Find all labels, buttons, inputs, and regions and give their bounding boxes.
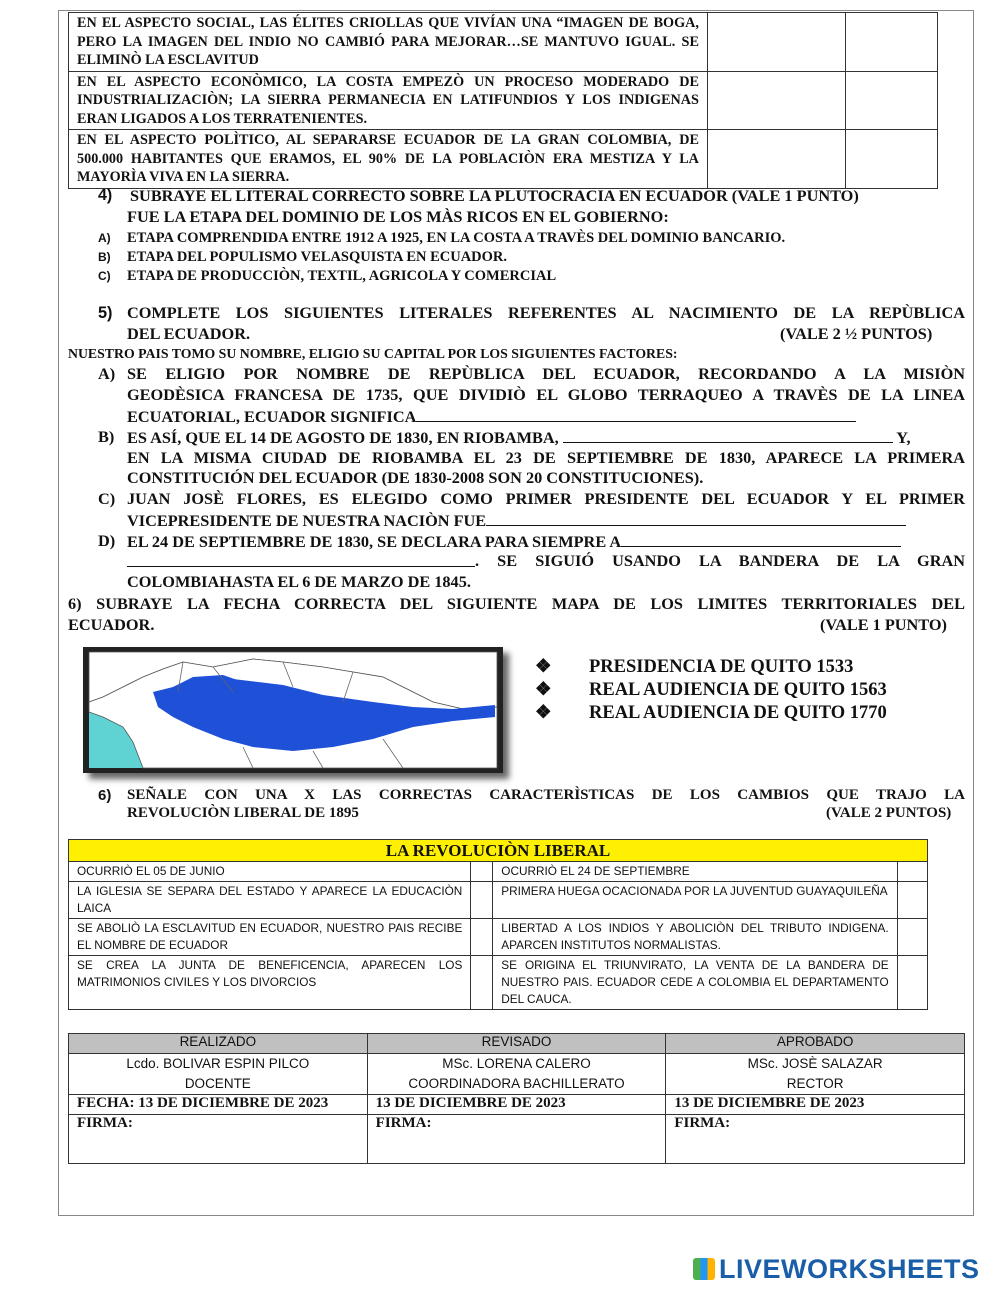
q5-line1: COMPLETE LOS SIGUIENTES LITERALES REFERENTES AL NACIMIENTO DE LA REPÙBLICA	[127, 303, 965, 322]
q5-points: (VALE 2 ½ PUNTOS)	[780, 324, 933, 343]
sig-person	[69, 1054, 368, 1095]
sig-header: REALIZADO	[69, 1034, 368, 1054]
table-cell: PRIMERA HUEGA OCACIONADA POR LA JUVENTUD GUAYAQUILEÑA	[493, 882, 897, 919]
answer-cell[interactable]	[846, 71, 938, 130]
q6b-points: (VALE 2 PUNTOS)	[826, 805, 952, 821]
sig-firma: FIRMA:	[666, 1115, 965, 1164]
statement-cell: EN EL ASPECTO ECONÒMICO, LA COSTA EMPEZÒ UN PROCESO MODERADO DE INDUSTRIALIZACIÒN; LA SIERRA PERMANECIA EN LATIFUNDIOS Y LOS INDIGENAS ERAN LIGADOS A LOS TERRATENIENTES.	[69, 71, 708, 130]
q4-line2: FUE LA ETAPA DEL DOMINIO DE LOS MÀS RICOS EN EL GOBIERNO:	[127, 207, 669, 226]
answer-blank-a[interactable]	[416, 406, 856, 422]
table-row	[69, 862, 928, 882]
check-cell[interactable]	[897, 862, 927, 882]
option-letter: C)	[98, 269, 111, 283]
q6a-line1: 6) SUBRAYE LA FECHA CORRECTA DEL SIGUIENTE MAPA DE LOS LIMITES TERRITORIALES DEL	[68, 594, 965, 613]
q6b-number	[98, 786, 111, 806]
table-row	[69, 956, 928, 1010]
revolucion-title: LA REVOLUCIÒN LIBERAL	[69, 840, 928, 862]
table-cell: LIBERTAD A LOS INDIOS Y ABOLICIÒN DEL TRIBUTO INDIGENA. APARCEN INSTITUTOS NORMALISTAS.	[493, 919, 897, 956]
sig-role: DOCENTE	[184, 1076, 251, 1091]
sig-date: 13 DE DICIEMBRE DE 2023	[367, 1095, 666, 1115]
q5-a-line1: SE ELIGIO POR NOMBRE DE REPÙBLICA DEL ECUADOR, RECORDANDO A LA MISIÒN	[127, 364, 965, 383]
q5-d-letter: D)	[98, 531, 116, 550]
q5-d-text2: . SE SIGUIÓ USANDO LA BANDERA DE LA GRAN	[475, 551, 965, 570]
q5-b-end: Y,	[896, 428, 911, 447]
q5-d-line2	[127, 551, 965, 572]
q5-b-line3: CONSTITUCIÓN DEL ECUADOR (DE 1830-2008 SON 20 CONSTITUCIONES).	[127, 468, 704, 487]
statement-cell: EN EL ASPECTO SOCIAL, LAS ÉLITES CRIOLLAS QUE VIVÍAN UNA “IMAGEN DE BOGA, PERO LA IMAGEN DEL INDIO NO CAMBIÓ PARA MEJORAR…SE MANTUVO IGUAL. SE ELIMINÒ LA ESCLAVITUD	[69, 13, 708, 72]
table-cell: OCURRIÒ EL 24 DE SEPTIEMBRE	[493, 862, 897, 882]
q4-option-b[interactable]	[98, 248, 507, 267]
q5-number	[98, 303, 112, 324]
option-text: REAL AUDIENCIA DE QUITO 1770	[589, 703, 887, 723]
q4-option-a[interactable]	[98, 229, 785, 248]
answer-cell[interactable]	[846, 130, 938, 189]
q5-a-line2: GEODÈSICA FRANCESA DE 1735, QUE DIVIDIÒ EL GLOBO TERRAQUEO A TRAVÈS DE LA LINEA	[127, 385, 965, 404]
q6a-option-2[interactable]	[535, 679, 887, 702]
table-row	[69, 882, 928, 919]
check-cell[interactable]	[471, 862, 493, 882]
check-cell[interactable]	[897, 919, 927, 956]
q6b-line1: SEÑALE CON UNA X LAS CORRECTAS CARACTERÌSTICAS DE LOS CAMBIOS QUE TRAJO LA	[127, 787, 965, 803]
table-row	[69, 919, 928, 956]
q5-num: 5)	[98, 304, 113, 322]
option-text: ETAPA DEL POPULISMO VELASQUISTA EN ECUADOR.	[127, 249, 508, 265]
table-cell: SE CREA LA JUNTA DE BENEFICENCIA, APARECEN LOS MATRIMONIOS CIVILES Y LOS DIVORCIOS	[69, 956, 471, 1010]
check-cell[interactable]	[471, 956, 493, 1010]
check-cell[interactable]	[471, 919, 493, 956]
statement-cell: EN EL ASPECTO POLÌTICO, AL SEPARARSE ECUADOR DE LA GRAN COLOMBIA, DE 500.000 HABITANTES QUE ERAMOS, EL 90% DE LA POBLACIÒN ERA MESTIZA Y LA MAYORÌA VIVA EN LA SIERRA.	[69, 130, 708, 189]
liveworksheets-logo	[693, 1254, 980, 1285]
sig-name: MSc. LORENA CALERO	[442, 1056, 591, 1071]
q6a-points: (VALE 1 PUNTO)	[820, 615, 947, 634]
q5-d-line3: COLOMBIAHASTA EL 6 DE MARZO DE 1845.	[127, 572, 471, 591]
table-cell: SE ABOLIÒ LA ESCLAVITUD EN ECUADOR, NUESTRO PAIS RECIBE EL NOMBRE DE ECUADOR	[69, 919, 471, 956]
q5-intro: NUESTRO PAIS TOMO SU NOMBRE, ELIGIO SU CAPITAL POR LOS SIGUIENTES FACTORES:	[68, 346, 678, 361]
sig-role: COORDINADORA BACHILLERATO	[408, 1076, 625, 1091]
bullet-icon: ❖	[535, 680, 552, 700]
sig-name: Lcdo. BOLIVAR ESPIN PILCO	[126, 1056, 310, 1071]
option-letter: B)	[98, 250, 111, 264]
option-text: REAL AUDIENCIA DE QUITO 1563	[589, 680, 887, 700]
check-cell[interactable]	[897, 956, 927, 1010]
q5-a-letter: A)	[98, 364, 116, 383]
check-cell[interactable]	[897, 882, 927, 919]
sig-person	[666, 1054, 965, 1095]
answer-blank-d1[interactable]	[621, 531, 901, 547]
q6b-line2: REVOLUCIÒN LIBERAL DE 1895	[127, 805, 359, 821]
q4-num: 4)	[98, 187, 113, 204]
q5-c-line2	[127, 510, 906, 532]
q5-a-text: ECUATORIAL, ECUADOR SIGNIFICA	[127, 407, 417, 426]
bullet-icon: ❖	[535, 657, 552, 677]
sig-name: MSc. JOSÈ SALAZAR	[747, 1056, 883, 1071]
q4-number	[98, 186, 112, 207]
table-row	[69, 13, 938, 72]
table-cell: OCURRIÒ EL 05 DE JUNIO	[69, 862, 471, 882]
q6a-option-1[interactable]	[535, 656, 853, 679]
sig-role: RECTOR	[786, 1076, 844, 1091]
logo-text: LIVEWORKSHEETS	[719, 1254, 980, 1284]
q5-line2: DEL ECUADOR.	[127, 324, 251, 343]
sig-date: FECHA: 13 DE DICIEMBRE DE 2023	[69, 1095, 368, 1115]
answer-blank-b[interactable]	[563, 427, 893, 443]
q5-a-line3	[127, 406, 856, 428]
answer-cell[interactable]	[707, 130, 845, 189]
option-text: ETAPA COMPRENDIDA ENTRE 1912 A 1925, EN LA COSTA A TRAVÈS DEL DOMINIO BANCARIO.	[127, 230, 786, 246]
liveworksheets-icon	[693, 1258, 715, 1280]
bullet-icon: ❖	[535, 703, 552, 723]
q5-b-text: ES ASÍ, QUE EL 14 DE AGOSTO DE 1830, EN RIOBAMBA,	[127, 428, 559, 447]
table-cell: SE ORIGINA EL TRIUNVIRATO, LA VENTA DE LA BANDERA DE NUESTRO PAIS. ECUADOR CEDE A COLOMBIA EL DEPARTAMENTO DEL CAUCA.	[493, 956, 897, 1010]
q5-c-text: VICEPRESIDENTE DE NUESTRA NACIÒN FUE	[127, 511, 487, 530]
answer-cell[interactable]	[846, 13, 938, 72]
q5-b-letter: B)	[98, 427, 115, 446]
sig-date: 13 DE DICIEMBRE DE 2023	[666, 1095, 965, 1115]
table-row	[69, 130, 938, 189]
option-text: PRESIDENCIA DE QUITO 1533	[589, 657, 854, 677]
q5-b-line2: EN LA MISMA CIUDAD DE RIOBAMBA EL 23 DE SEPTIEMBRE DE 1830, APARECE LA PRIMERA	[127, 448, 965, 467]
q5-c-letter: C)	[98, 489, 116, 508]
q6a-option-3[interactable]	[535, 702, 887, 725]
sig-firma: FIRMA:	[367, 1115, 666, 1164]
revolucion-table	[68, 839, 928, 1010]
answer-blank-c[interactable]	[486, 510, 906, 526]
sig-person	[367, 1054, 666, 1095]
q5-d-text: EL 24 DE SEPTIEMBRE DE 1830, SE DECLARA PARA SIEMPRE A	[127, 532, 622, 551]
q6b-num: 6)	[98, 787, 112, 804]
table-cell: LA IGLESIA SE SEPARA DEL ESTADO Y APARECE LA EDUCACIÒN LAICA	[69, 882, 471, 919]
q5-d-line1	[127, 531, 901, 553]
q5-c-line1: JUAN JOSÈ FLORES, ES ELEGIDO COMO PRIMER PRESIDENTE DEL ECUADOR Y EL PRIMER	[127, 489, 965, 508]
territorial-map	[83, 647, 503, 773]
option-text: ETAPA DE PRODUCCIÒN, TEXTIL, AGRICOLA Y COMERCIAL	[127, 268, 557, 284]
top-table	[68, 12, 938, 189]
sig-header: REVISADO	[367, 1034, 666, 1054]
table-row	[69, 71, 938, 130]
q4-line1: SUBRAYE EL LITERAL CORRECTO SOBRE LA PLUTOCRACIA EN ECUADOR (VALE 1 PUNTO)	[130, 186, 859, 205]
sig-firma: FIRMA:	[69, 1115, 368, 1164]
q4-option-c[interactable]	[98, 267, 556, 286]
signature-table	[68, 1033, 965, 1164]
answer-cell[interactable]	[707, 13, 845, 72]
sig-header: APROBADO	[666, 1034, 965, 1054]
answer-blank-d2[interactable]	[127, 551, 475, 567]
answer-cell[interactable]	[707, 71, 845, 130]
q5-b-line1	[127, 427, 965, 449]
check-cell[interactable]	[471, 882, 493, 919]
option-letter: A)	[98, 231, 111, 245]
q6a-line2: ECUADOR.	[68, 615, 155, 634]
map-image	[83, 647, 503, 773]
